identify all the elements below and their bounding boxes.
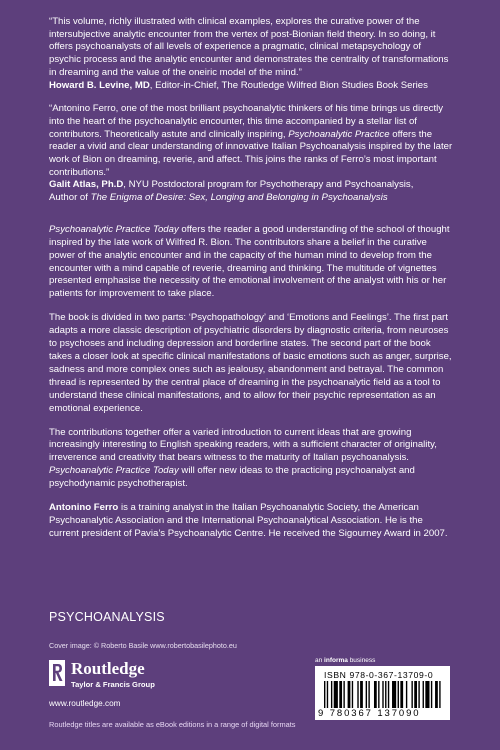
book-title: Psychoanalytic Practice Today: [49, 223, 179, 235]
barcode-stripe: [331, 681, 332, 708]
barcode-stripe: [418, 681, 419, 708]
informa-business-tag: [315, 657, 375, 664]
author-role: , Editor-in-Chief, The Routledge Wilfred Bion Studies Book Series: [149, 79, 428, 91]
author-role: , NYU Postdoctoral program for Psychotherapy and Psychoanalysis,: [123, 179, 414, 191]
barcode-stripe: [348, 681, 351, 708]
paragraph-text: The contributions together offer a varied introduction to current ideas that are growing increasingly interesting to English speaking readers, with a sufficient character of originality, irreverence and creativity that bears witness to the maturity of Italian psychoanalysis.: [49, 426, 437, 464]
isbn-barcode: [315, 666, 450, 720]
bio-author-name: Antonino Ferro: [49, 502, 119, 514]
barcode-stripe: [352, 681, 353, 708]
barcode-stripe: [388, 681, 389, 708]
barcode-stripe: [400, 681, 403, 708]
barcode-stripe: [357, 681, 358, 708]
barcode-stripe: [385, 681, 386, 708]
barcode-stripe: [423, 681, 424, 708]
barcode-stripe: [334, 681, 338, 708]
endorsement-attribution-2: [49, 179, 455, 204]
barcode-stripe: [382, 681, 383, 708]
quote-text: “This volume, richly illustrated with clinical examples, explores the curative power of the intersubjective analytic encounter from the vertex of post-Bionian field theory. In so doing, it offers psychoanalysts of all levels of experience a pragmatic, clinical metapsychology of psychic process and the analytic encounter and demonstrates the centrality of transformations in dreaming and the value of the oneiric model of the mind.”: [49, 16, 449, 78]
barcode-stripe: [435, 681, 438, 708]
barcode-stripe: [425, 681, 429, 708]
book-title: Psychoanalytic Practice: [288, 128, 390, 140]
publisher-group: Taylor & Francis Group: [71, 680, 155, 689]
paragraph-text-end: will offer new ideas to the practicing psychoanalyst and psychodynamic psychotherapist.: [49, 465, 415, 490]
barcode-stripe: [392, 681, 396, 708]
bio-text: is a training analyst in the Italian Psychoanalytic Society, the American Psychoanalytic Association and the International Psychoanalytical Association. He is the current president of Pavia’s Psychoanalytic Centre. He received the Sigourney Award in 2007.: [49, 502, 448, 539]
description-paragraph-3: [49, 427, 455, 492]
cover-image-credit: Cover image: © Roberto Basile www.robertobasilephoto.eu: [49, 641, 237, 650]
publisher-logo: [49, 660, 169, 700]
barcode-stripe: [324, 681, 325, 708]
barcode-stripe: [366, 681, 367, 708]
endorsement-quote-1: [49, 16, 455, 80]
barcode-number: 9 780367 137090: [318, 708, 421, 719]
barcode-stripe: [327, 681, 328, 708]
author-name: Howard B. Levine, MD: [49, 79, 150, 91]
barcode-stripe: [439, 681, 440, 708]
barcode-stripe: [374, 681, 377, 708]
informa-brand: informa: [324, 657, 348, 664]
endorsement-quote-2: [49, 103, 455, 179]
ebook-note: Routledge titles are available as eBook editions in a range of digital formats: [49, 720, 296, 729]
back-cover-text: [49, 16, 455, 541]
barcode-bars: [324, 681, 442, 708]
quote-text-end: offers the reader a vivid and clear understanding of innovative Italian Psychoanalysis inspired by the later work of Bion on dreaming, reverie, and affect. This joins the ranks of Ferro’s most important contributions.”: [49, 128, 453, 178]
description-paragraph-2: The book is divided in two parts: ‘Psychopathology’ and ‘Emotions and Feelings’. The first part adapts a more classic description of psychiatric disorders by diagnostic criteria, from neuroses to psychoses and including depression and borderline states. The second part of the book takes a closer look at specific clinical manifestations of basic emotions such as anger, surprise, sadness and more complex ones such as jealousy, abandonment and betrayal. The common thread is represented by the central place of dreaming in the psychoanalytic field as a tool to understand these clinical manifestations, and to allow for their psychic representation as an emotional experience.: [49, 312, 452, 414]
barcode-stripe: [406, 681, 407, 708]
publisher-name: Routledge: [71, 659, 145, 678]
paragraph-text: offers the reader a good understanding of the school of thought inspired by the late work of Wilfred R. Bion. The contributors share a belief in the curative power of the analytic encounter and in the capacity of the human mind to develop from the encounter with a mind capable of reverie, dreaming and thinking. The multitude of vignettes presented emphasise the necessity of the emotional involvement of the analyst with his or her patients for improvement to take place.: [49, 223, 450, 300]
barcode-stripe: [431, 681, 432, 708]
quote-text: “Antonino Ferro, one of the most brilliant psychoanalytic thinkers of his time brings us directly into the heart of the psychoanalytic encounter, this time accompanied by a stellar list of contributors. Theoretically astute and clinically inspiring,: [49, 103, 444, 140]
barcode-stripe: [360, 681, 363, 708]
isbn-number: ISBN 978-0-367-13709-0: [324, 670, 434, 680]
author-bio: [49, 502, 455, 541]
routledge-r-icon: [49, 660, 65, 686]
barcode-stripe: [398, 681, 399, 708]
book-title: Psychoanalytic Practice Today: [49, 465, 179, 477]
description-paragraph-1: [49, 224, 455, 301]
barcode-stripe: [414, 681, 417, 708]
barcode-stripe: [343, 681, 344, 708]
publisher-website: www.routledge.com: [49, 699, 121, 708]
endorsement-attribution-1: [49, 80, 455, 93]
author-name: Galit Atlas, Ph.D: [49, 179, 124, 191]
barcode-stripe: [368, 681, 369, 708]
barcode-stripe: [378, 681, 379, 708]
barcode-stripe: [411, 681, 412, 708]
author-role-2: Author of: [49, 192, 91, 204]
subject-category: PSYCHOANALYSIS: [49, 610, 165, 624]
informa-suffix: business: [347, 657, 376, 664]
informa-prefix: an: [315, 657, 325, 664]
author-book-title: The Enigma of Desire: Sex, Longing and Belonging in Psychoanalysis: [90, 192, 388, 204]
barcode-stripe: [339, 681, 342, 708]
